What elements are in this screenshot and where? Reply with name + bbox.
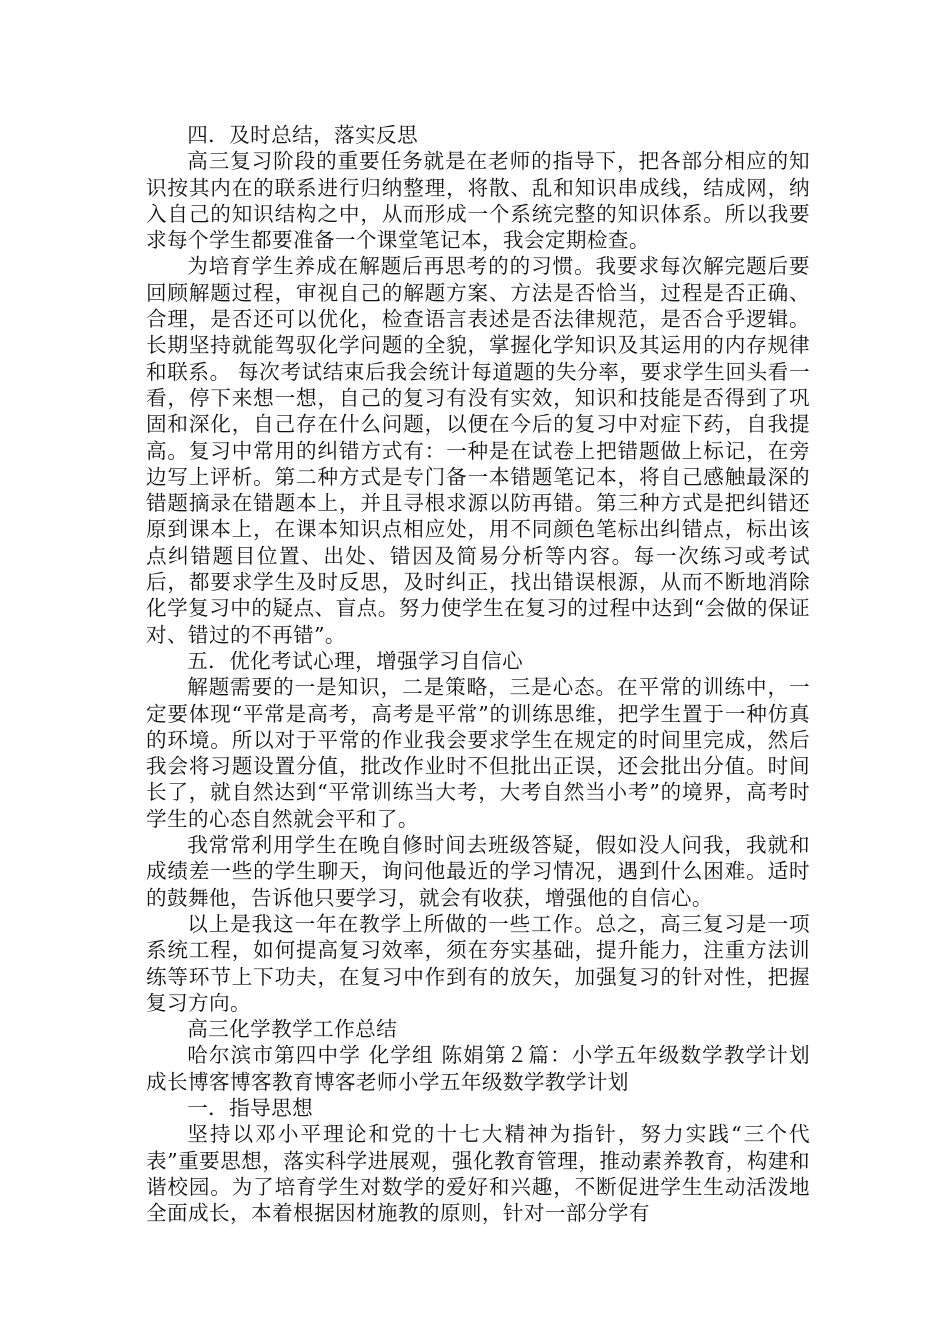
paragraph-exam-mindset: 解题需要的一是知识，二是策略，三是心态。在平常的训练中，一定要体现“平常是高考，高考是平常”的训练思维，把学生置于一种仿真的环境。所以对于平常的作业我会要求学生在规定的时间里完成，然后我会将习题设置分值，批改作业时不但批出正误，还会批出分值。时间长了，就自然达到“平常训练当大考，大考自然当小考”的境界，高考时学生的心态自然就会平和了。 <box>146 675 810 831</box>
section-heading-guiding-thought: 一．指导思想 <box>187 1095 314 1120</box>
paragraph-summary: 以上是我这一年在教学上所做的一些工作。总之，高三复习是一项系统工程，如何提高复习效率，须在夯实基础，提升能力，注重方法训练等环节上下功夫，在复习中作到有的放矢，加强复习的针对性，把握复习方向。 <box>146 911 810 1015</box>
paragraph-student-support: 我常常利用学生在晚自修时间去班级答疑，假如没人问我，我就和成绩差一些的学生聊天，询问他最近的学习情况，遇到什么困难。适时的鼓舞他，告诉他只要学习，就会有收获，增强他的自信心。 <box>146 833 810 910</box>
paragraph-guiding-thought: 坚持以邓小平理论和党的十七大精神为指针，努力实践“三个代表”重要思想，落实科学进展观，强化教育管理，推动素养教育，构建和谐校园。为了培育学生对数学的爱好和兴趣，不断促进学生生动活泼地全面成长，本着根据因材施教的原则，针对一部分学有 <box>146 1122 810 1226</box>
section-heading-four: 四．及时总结，落实反思 <box>187 123 419 147</box>
document-page <box>146 122 810 1226</box>
author-line: 哈尔滨市第四中学 化学组 陈娟第２篇：小学五年级数学教学计划 成长博客博客教育博客老师小学五年级数学教学计划 <box>146 1043 810 1094</box>
paragraph-reflection-habit: 为培育学生养成在解题后再思考的的习惯。我要求每次解完题后要回顾解题过程，审视自己的解题方案、方法是否恰当，过程是否正确、合理，是否还可以优化，检查语言表述是否法律规范，是否合乎逻辑。长期坚持就能驾驭化学问题的全貌，掌握化学知识及其运用的内存规律和联系。 每次考试结束后我会统计每道题的失分率，要求学生回头看一看，停下来想一想，自己的复习有没有实效，知识和技能是否得到了巩固和深化，自己存在什么问题，以便在今后的复习中对症下药，自我提高。复习中常用的纠错方式有：一种是在试卷上把错题做上标记，在旁边写上评析。第二种方式是专门备一本错题笔记本，将自己感触最深的错题摘录在错题本上，并且寻根求源以防再错。第三种方式是把纠错还原到课本上，在课本知识点相应处，用不同颜色笔标出纠错点，标出该点纠错题目位置、出处、错因及简易分析等内容。每一次练习或考试后，都要求学生及时反思，及时纠正，找出错误根源，从而不断地消除化学复习中的疑点、盲点。努力使学生在复习的过程中达到“会做的保证对、错过的不再错”。 <box>146 254 810 647</box>
section-heading-five: 五．优化考试心理，增强学习自信心 <box>187 648 524 673</box>
document-title: 高三化学教学工作总结 <box>187 1017 398 1042</box>
paragraph-review-task: 高三复习阶段的重要任务就是在老师的指导下，把各部分相应的知识按其内在的联系进行归纳整理，将散、乱和知识串成线，结成网，纳入自己的知识结构之中，从而形成一个系统完整的知识体系。所以我要求每个学生都要准备一个课堂笔记本，我会定期检查。 <box>146 149 810 253</box>
